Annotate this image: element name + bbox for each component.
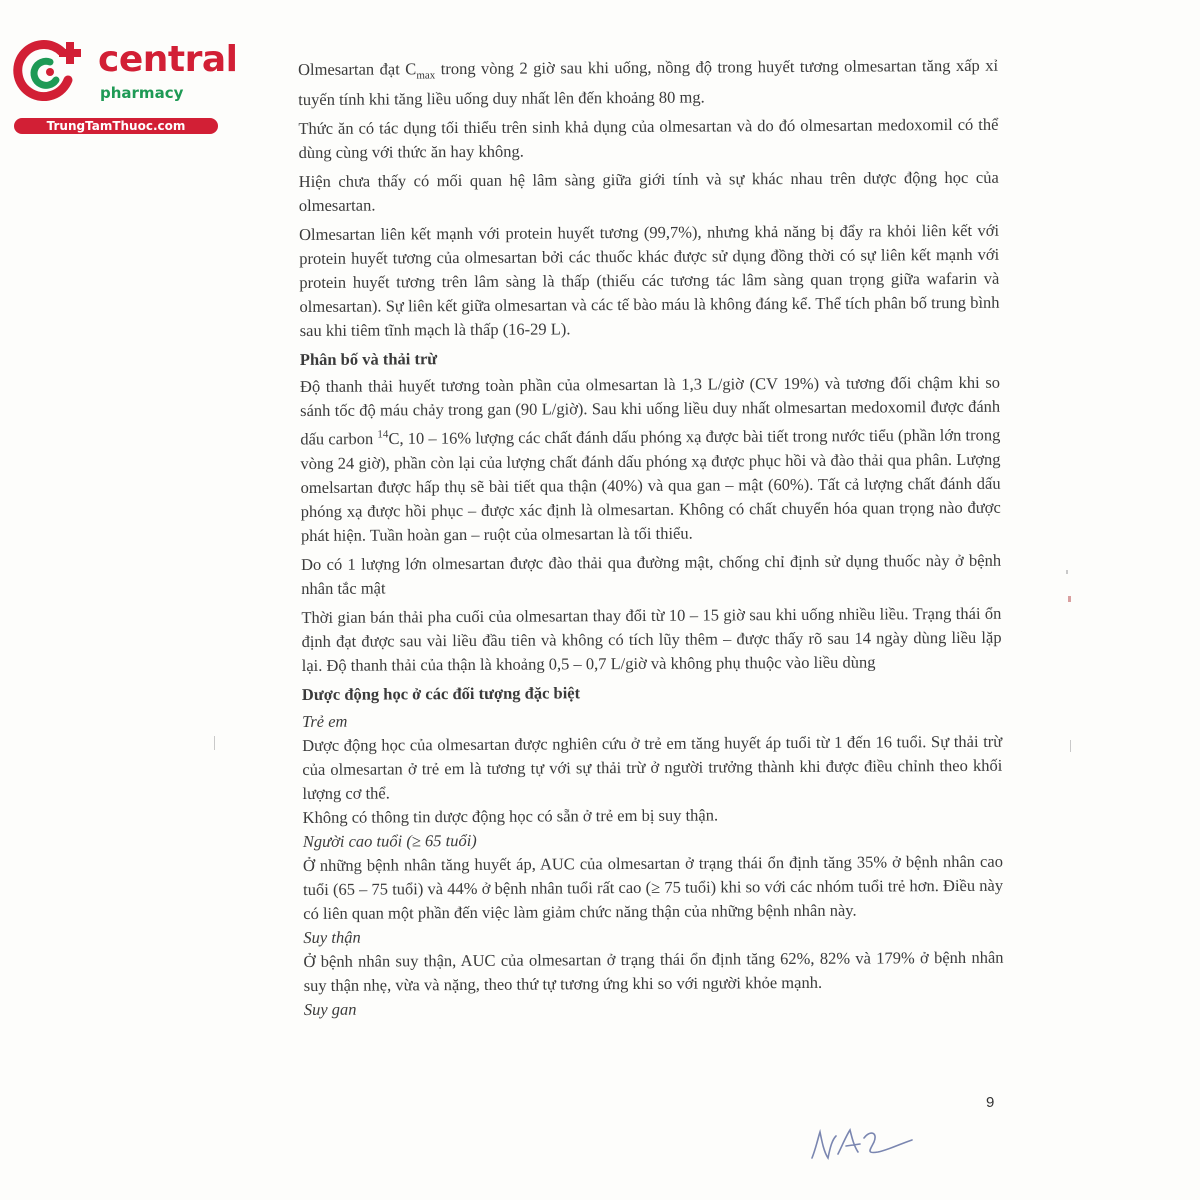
scan-mark	[1068, 596, 1071, 602]
pharmacy-cross-logo-icon	[10, 38, 88, 104]
paragraph-renal: Ở bệnh nhân suy thận, AUC của olmesartan ở trạng thái ổn định tăng 62%, 82% và 179% ở bệnh nhân suy thận nhẹ, vừa và nặng, theo thứ tự tương ứng khi so với người khỏe mạnh.	[303, 947, 1004, 995]
logo-brand-name: central	[98, 39, 238, 80]
paragraph-elderly: Ở những bệnh nhân tăng huyết áp, AUC của olmesartan ở trạng thái ổn định tăng 35% ở bệnh nhân cao tuổi (65 – 75 tuổi) và 44% ở bệnh nhân tuổi rất cao (≥ 75 tuổi) khi so với các nhóm tuổi trẻ hơn. Điều này có liên quan một phần đến việc làm giảm chức năng thận của những bệnh nhân này.	[302, 851, 1004, 923]
subheading-hepatic: Suy gan	[303, 999, 357, 1019]
paragraph-gender: Hiện chưa thấy có mối quan hệ lâm sàng giữa giới tính và sự khác nhau trên dược động học của olmesartan.	[298, 168, 999, 216]
subheading-elderly: Người cao tuổi (≥ 65 tuổi)	[302, 830, 477, 851]
paragraph-clearance: Độ thanh thải huyết tương toàn phần của olmesartan là 1,3 L/giờ (CV 19%) và tương đối chậm khi so sánh tốc độ máu chảy trong gan (90 L/giờ). Sau khi uống liều duy nhất olmesartan medoxomil được đánh dấu carbon $^{14}$C, 10 – 16% lượng các chất đánh dấu phóng xạ được bài tiết trong nước tiểu (phần lớn trong vòng 24 giờ), phần còn lại của lượng chất đánh dấu phóng xạ được phục hồi và đào thải qua phân. Lượng omelsartan được hấp thụ sẽ bài tiết qua thận (40%) và qua gan – mật (60%). Tất cả lượng chất đánh dấu phóng xạ được hồi phục – được xác định là olmesartan. Không có chất chuyển hóa quan trọng nào được phát hiện. Tuần hoàn gan – ruột của olmesartan là tối thiểu.	[299, 373, 1001, 545]
page-number: 9	[986, 1094, 995, 1111]
document-body	[298, 54, 1004, 1022]
logo-website[interactable]: TrungTamThuoc.com	[14, 118, 218, 134]
heading-distribution-elimination: Phân bố và thải trừ	[299, 349, 438, 370]
heading-special-populations: Dược động học ở các đối tượng đặc biệt	[301, 683, 581, 704]
paragraph-biliary: Do có 1 lượng lớn olmesartan được đào thải qua đường mật, chống chỉ định sử dụng thuốc này ở bệnh nhân tắc mật	[301, 550, 1002, 598]
logo-subtitle: pharmacy	[100, 84, 184, 102]
paragraph-protein-binding: Olmesartan liên kết mạnh với protein huyết tương (99,7%), nhưng khả năng bị đẩy ra khỏi liên kết với protein huyết tương của olmesartan bởi các thuốc khác được sử dụng đồng thời có sự liên kết mạnh với protein huyết tương trên lâm sàng là thấp (thiếu các tương tác lâm sàng quan trọng giữa wafarin và olmesartan). Sự liên kết giữa olmesartan và các tế bào máu là không đáng kể. Thể tích phân bố trung bình sau khi tiêm tĩnh mạch là thấp (16-29 L).	[299, 221, 1000, 341]
scan-mark	[1070, 740, 1071, 752]
scan-mark	[214, 736, 215, 750]
scan-mark	[1066, 570, 1068, 574]
paragraph-children-renal: Không có thông tin dược động học có sẵn ở trẻ em bị suy thận.	[302, 805, 719, 827]
paragraph-food-effect: Thức ăn có tác dụng tối thiểu trên sinh khả dụng của olmesartan và do đó olmesartan medoxomil có thể dùng cùng với thức ăn hay không.	[298, 115, 999, 163]
paragraph-half-life: Thời gian bán thải pha cuối của olmesartan thay đổi từ 10 – 15 giờ sau khi uống nhiều liều. Trạng thái ổn định đạt được sau vài liều đầu tiên và không có tích lũy thêm – được thấy rõ sau 14 ngày dùng liều lặp lại. Độ thanh thải của thận là khoảng 0,5 – 0,7 L/giờ và không phụ thuộc vào liều dùng	[301, 603, 1002, 675]
subheading-renal: Suy thận	[303, 927, 361, 947]
paragraph-cmax: Olmesartan đạt $C_{max}$ trong vòng 2 giờ sau khi uống, nồng độ trong huyết tương olmesartan tăng xấp xỉ tuyến tính khi tăng liều uống duy nhất lên đến khoảng 80 mg.	[298, 55, 999, 110]
subheading-children: Trẻ em	[301, 711, 348, 731]
pharmacy-logo[interactable]	[10, 36, 238, 136]
paragraph-children: Dược động học của olmesartan được nghiên cứu ở trẻ em tăng huyết áp tuổi từ 1 đến 16 tuổi. Sự thải trừ của olmesartan ở trẻ em là tương tự với sự thải trừ ở người trưởng thành khi được điều chỉnh theo khối lượng cơ thể.	[302, 731, 1003, 803]
handwritten-signature-icon	[808, 1118, 918, 1168]
